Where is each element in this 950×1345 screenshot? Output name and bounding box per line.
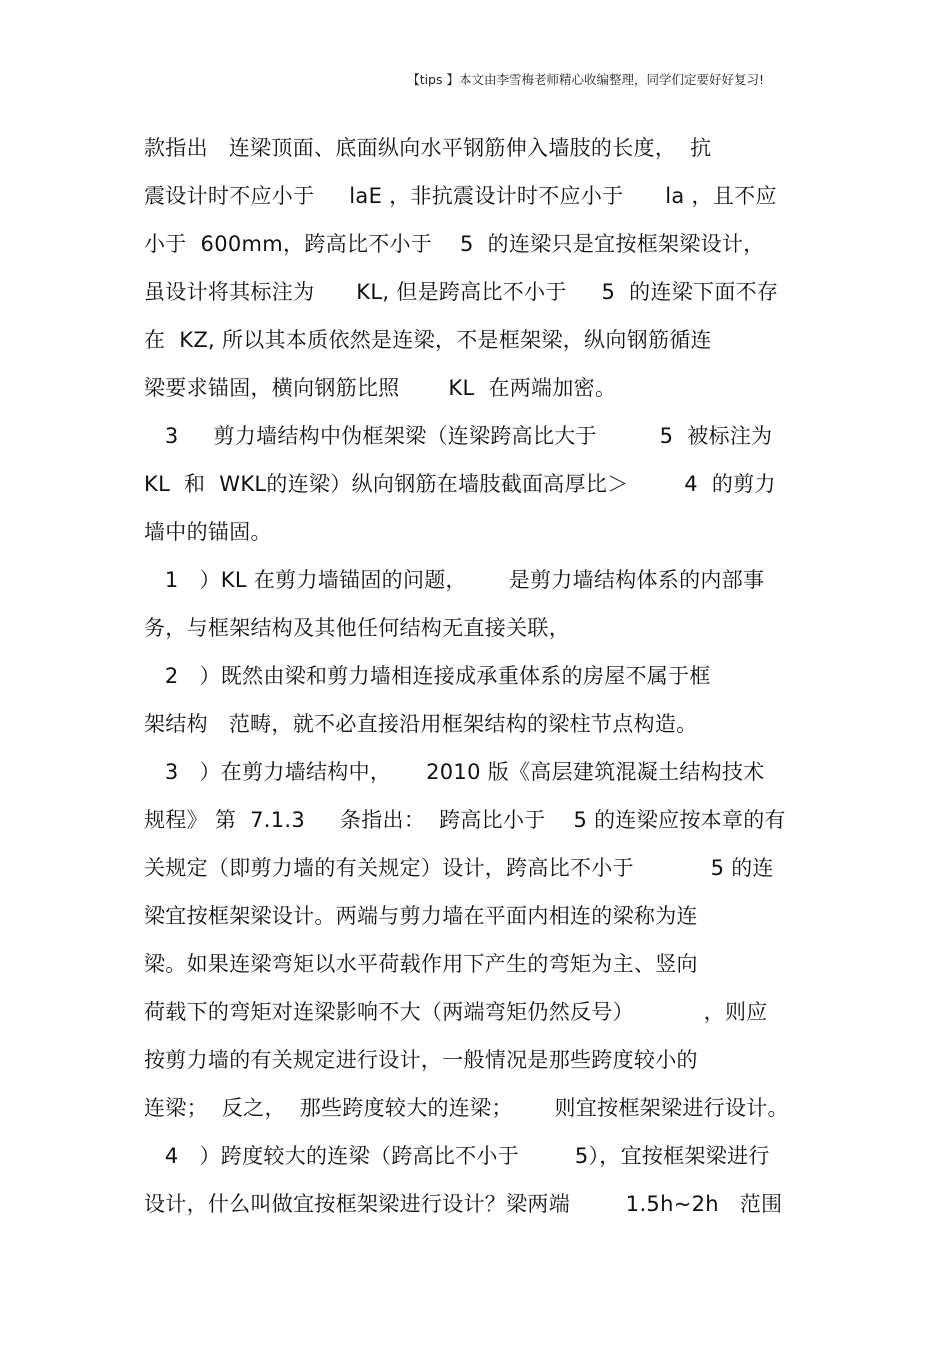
text-line: 连梁； 反之， 那些跨度较大的连梁； 则宜按框架梁进行设计。 (144, 1096, 789, 1120)
text-line: 3 ）在剪力墙结构中， 2010 版《高层建筑混凝土结构技术 (144, 760, 765, 784)
text-line: KL 和 WKL的连梁）纵向钢筋在墙肢截面高厚比＞ 4 的剪力 (144, 472, 776, 496)
text-line: 款指出 连梁顶面、底面纵向水平钢筋伸入墙肢的长度， 抗 (144, 136, 712, 160)
text-line: 虽设计将其标注为 KL, 但是跨高比不小于 5 的连梁下面不存 (144, 280, 779, 304)
text-line: 务，与框架结构及其他任何结构无直接关联， (144, 616, 570, 640)
text-line: 小于 600mm，跨高比不小于 5 的连梁只是宜按框架梁设计， (144, 232, 765, 256)
text-line: 1 ）KL 在剪力墙锚固的问题， 是剪力墙结构体系的内部事 (144, 568, 765, 592)
text-line: 震设计时不应小于 laE ，非抗震设计时不应小于 la ，且不应 (144, 184, 777, 208)
text-line: 梁要求锚固，横向钢筋比照 KL 在两端加密。 (144, 376, 617, 400)
text-line: 梁。如果连梁弯矩以水平荷载作用下产生的弯矩为主、竖向 (144, 952, 698, 976)
text-line: 3 剪力墙结构中伪框架梁（连梁跨高比大于 5 被标注为 (144, 424, 773, 448)
text-line: 关规定（即剪力墙的有关规定）设计，跨高比不小于 5 的连 (144, 856, 774, 880)
text-line: 设计，什么叫做宜按框架梁进行设计？梁两端 1.5h~2h 范围 (144, 1192, 783, 1216)
text-line: 2 ）既然由梁和剪力墙相连接成承重体系的房屋不属于框 (144, 664, 711, 688)
text-line: 在 KZ, 所以其本质依然是连梁，不是框架梁，纵向钢筋循连 (144, 328, 712, 352)
text-line: 墙中的锚固。 (144, 520, 272, 544)
header-tip: 【tips 】本文由李雪梅老师精心收编整理，同学们定要好好复习! (407, 72, 764, 87)
text-line: 按剪力墙的有关规定进行设计，一般情况是那些跨度较小的 (144, 1048, 698, 1072)
text-line: 梁宜按框架梁设计。两端与剪力墙在平面内相连的梁称为连 (144, 904, 698, 928)
document-body (144, 124, 824, 1228)
text-line: 规程》 第 7.1.3 条指出： 跨高比小于 5 的连梁应按本章的有 (144, 808, 786, 832)
text-line: 荷载下的弯矩对连梁影响不大（两端弯矩仍然反号） ，则应 (144, 1000, 768, 1024)
text-line: 架结构 范畴，就不必直接沿用框架结构的梁柱节点构造。 (144, 712, 698, 736)
text-line: 4 ）跨度较大的连梁（跨高比不小于 5），宜按框架梁进行 (144, 1144, 770, 1168)
